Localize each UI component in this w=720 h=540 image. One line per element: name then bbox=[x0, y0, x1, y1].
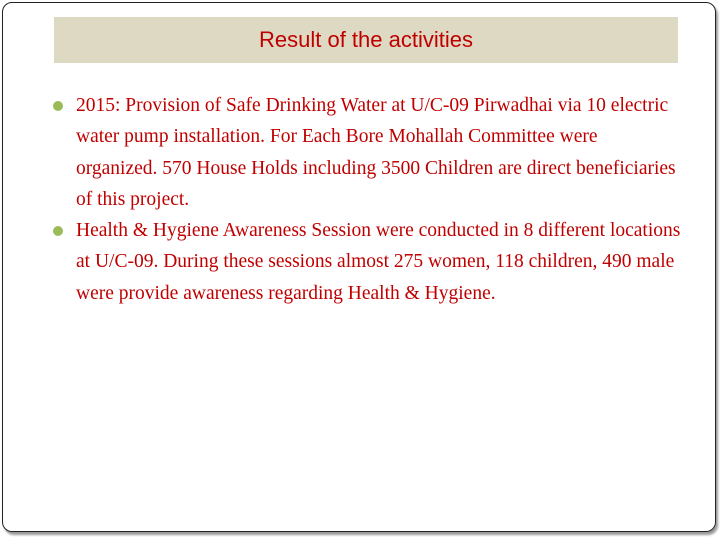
bullet-text: Health & Hygiene Awareness Session were conducted in 8 different locations at U/C-09. During these sessions almost 275 women, 118 children, 490 male were provide awareness regarding Health & Hygiene. bbox=[76, 220, 681, 304]
bullet-list bbox=[52, 90, 682, 309]
bullet-item-water bbox=[52, 90, 682, 215]
title-band bbox=[54, 17, 678, 63]
bullet-dot-icon bbox=[53, 226, 63, 236]
slide-title: Result of the activities bbox=[259, 27, 473, 52]
bullet-dot-icon bbox=[53, 101, 63, 111]
bullet-item-hygiene bbox=[52, 215, 682, 309]
bullet-text: 2015: Provision of Safe Drinking Water at U/C-09 Pirwadhai via 10 electric water pump installation. For Each Bore Mohallah Committee were organized. 570 House Holds including 3500 Children are direct beneficiaries of this project. bbox=[76, 95, 676, 210]
